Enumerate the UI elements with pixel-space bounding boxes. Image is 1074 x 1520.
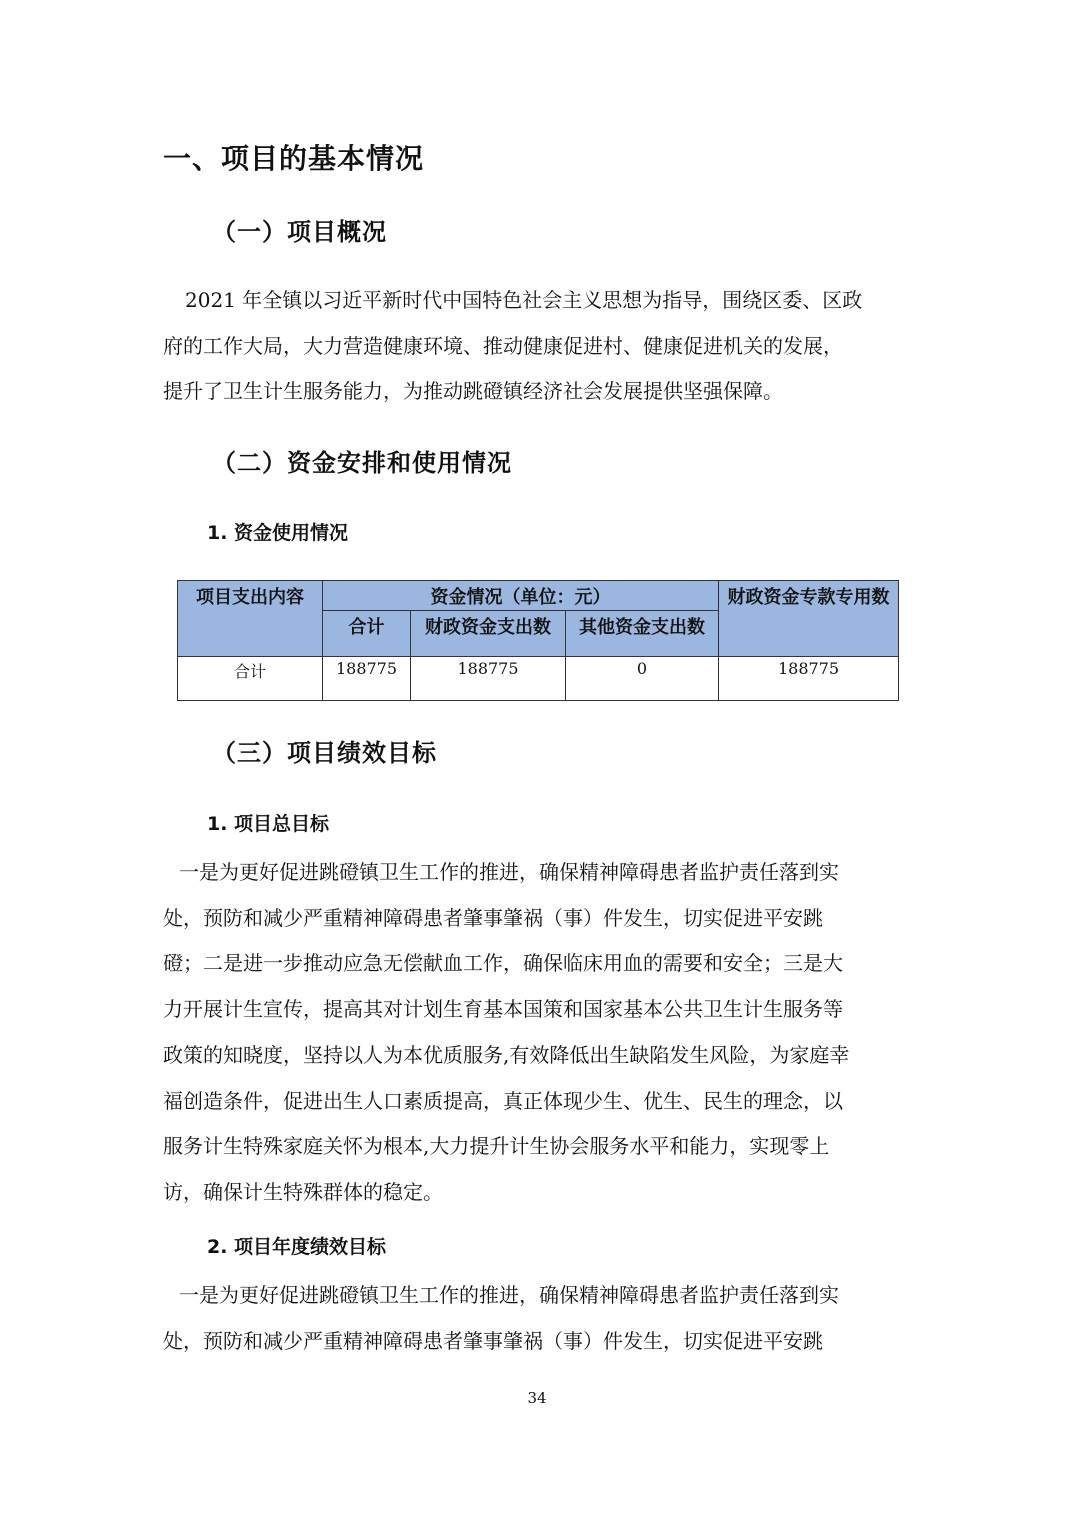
section-3-title: （三）项目绩效目标: [212, 739, 437, 767]
cell-other: 0: [566, 657, 719, 701]
header-fiscal: 财政资金支出数: [411, 611, 566, 657]
paragraph-line: 政策的知晓度，坚持以人为本优质服务,有效降低出生缺陷发生风险，为家庭幸: [163, 1042, 850, 1067]
paragraph-line: 力开展计生宣传，提高其对计划生育基本国策和国家基本公共卫生计生服务等: [163, 997, 843, 1022]
header-funds: 资金情况（单位：元）: [323, 581, 719, 611]
cell-total: 188775: [323, 657, 411, 701]
cell-fiscal: 188775: [411, 657, 566, 701]
section-3-paragraph-2: [163, 1273, 908, 1364]
section-3-paragraph-1: [163, 850, 908, 1216]
section-2-subtitle: 1. 资金使用情况: [207, 522, 349, 544]
paragraph-line: 服务计生特殊家庭关怀为根本,大力提升计生协会服务水平和能力，实现零上: [163, 1134, 830, 1159]
section-1-paragraph: [163, 278, 908, 415]
section-3-subtitle-1: 1. 项目总目标: [207, 813, 330, 835]
section-3-subtitle-2: 2. 项目年度绩效目标: [207, 1236, 387, 1258]
section-2-title: （二）资金安排和使用情况: [212, 449, 512, 477]
cell-special: 188775: [719, 657, 899, 701]
header-other: 其他资金支出数: [566, 611, 719, 657]
page-number: 34: [527, 1389, 547, 1407]
paragraph-line: 磴；二是进一步推动应急无偿献血工作，确保临床用血的需要和安全；三是大: [163, 951, 843, 976]
header-item: 项目支出内容: [178, 581, 323, 657]
paragraph-line: 处，预防和减少严重精神障碍患者肇事肇祸（事）件发生，切实促进平安跳: [163, 1328, 823, 1353]
paragraph-line: 访，确保计生特殊群体的稳定。: [163, 1179, 443, 1204]
paragraph-line: 处，预防和减少严重精神障碍患者肇事肇祸（事）件发生，切实促进平安跳: [163, 905, 823, 930]
main-heading: 一、项目的基本情况: [163, 142, 425, 175]
section-1-title: （一）项目概况: [212, 218, 387, 246]
header-special: 财政资金专款专用数: [719, 581, 899, 657]
table-row: [178, 657, 899, 701]
paragraph-line: 提升了卫生计生服务能力，为推动跳磴镇经济社会发展提供坚强保障。: [163, 379, 783, 404]
paragraph-line: 府的工作大局，大力营造健康环境、推动健康促进村、健康促进机关的发展，: [163, 333, 843, 358]
cell-item: 合计: [178, 657, 323, 701]
header-total: 合计: [323, 611, 411, 657]
paragraph-line: 2021 年全镇以习近平新时代中国特色社会主义思想为指导，围绕区委、区政: [185, 288, 863, 312]
paragraph-line: 一是为更好促进跳磴镇卫生工作的推进，确保精神障碍患者监护责任落到实: [179, 860, 839, 884]
fund-usage-table: [177, 580, 899, 701]
paragraph-line: 一是为更好促进跳磴镇卫生工作的推进，确保精神障碍患者监护责任落到实: [179, 1283, 839, 1307]
paragraph-line: 福创造条件，促进出生人口素质提高，真正体现少生、优生、民生的理念，以: [163, 1088, 843, 1113]
